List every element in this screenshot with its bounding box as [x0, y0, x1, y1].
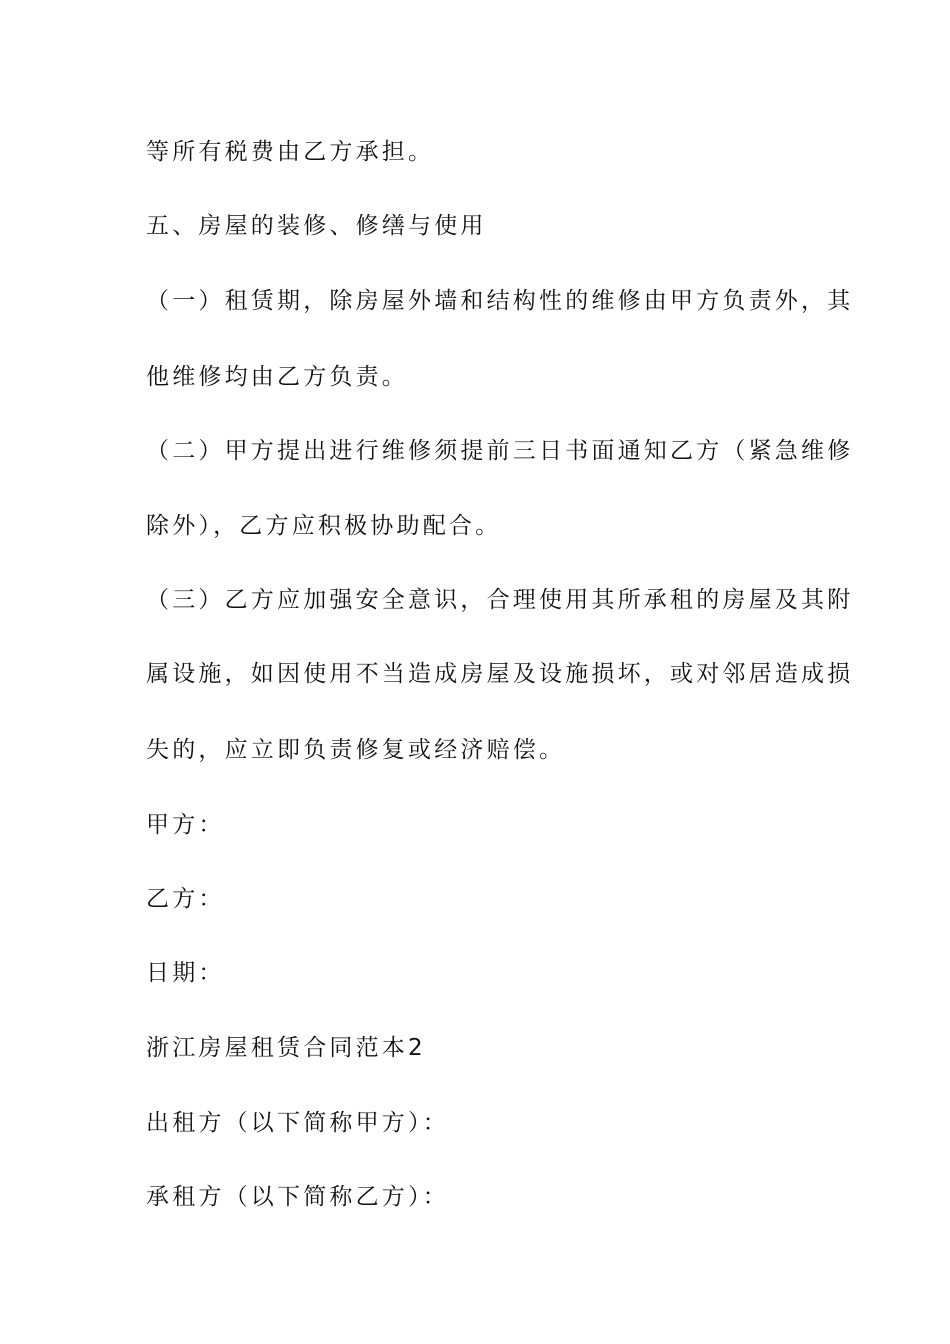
- clause-2-line-1: （二）甲方提出进行维修须提前三日书面通知乙方（紧急维修: [146, 438, 854, 464]
- section-heading-renovation: 五、房屋的装修、修缮与使用: [146, 213, 487, 239]
- clause-3-line-1: （三）乙方应加强安全意识，合理使用其所承租的房屋及其附: [146, 587, 854, 613]
- clause-1-line-2: 他维修均由乙方负责。: [146, 364, 408, 390]
- contract-title-2: 浙江房屋租赁合同范本2: [146, 1035, 426, 1061]
- party-b-label: 乙方：: [146, 886, 225, 912]
- lessor-label: 出租方（以下简称甲方）：: [146, 1110, 449, 1136]
- clause-3-line-2: 属设施，如因使用不当造成房屋及设施损坏，或对邻居造成损: [146, 661, 854, 687]
- clause-3-line-3: 失的，应立即负责修复或经济赔偿。: [146, 737, 566, 763]
- clause-1-line-1: （一）租赁期，除房屋外墙和结构性的维修由甲方负责外，其: [146, 288, 854, 314]
- date-label: 日期：: [146, 960, 225, 986]
- clause-2-line-2: 除外），乙方应积极协助配合。: [146, 513, 502, 539]
- text-line-tax-burden: 等所有税费由乙方承担。: [146, 139, 435, 165]
- party-a-label: 甲方：: [146, 812, 225, 838]
- lessee-label: 承租方（以下简称乙方）：: [146, 1184, 449, 1210]
